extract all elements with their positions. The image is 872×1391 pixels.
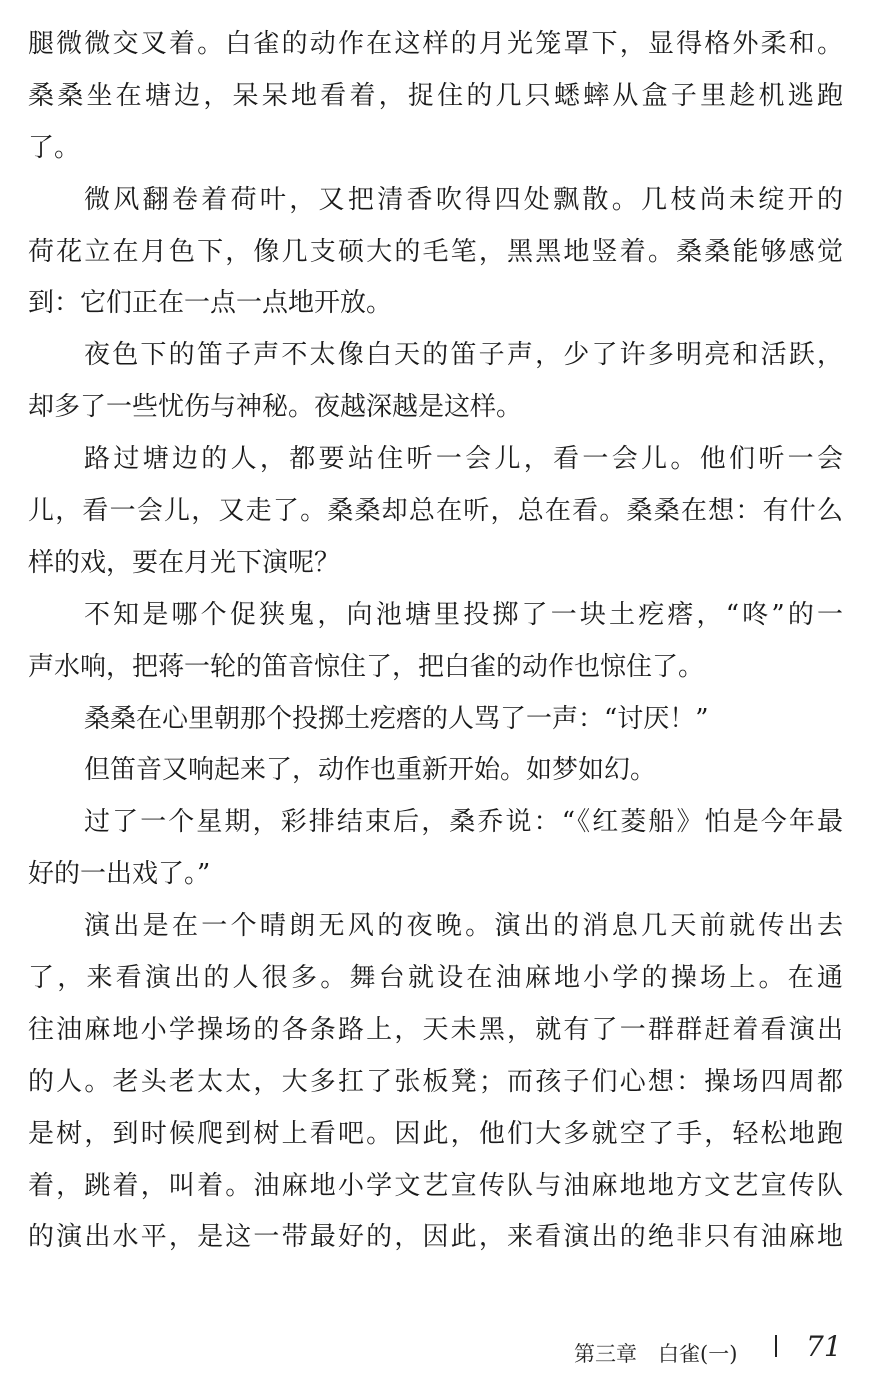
paragraph [28, 434, 843, 590]
text-line: 儿，看一会儿，又走了。桑桑却总在听，总在看。桑桑在想：有什么 [28, 496, 843, 527]
text-line: 夜色下的笛子声不太像白天的笛子声，少了许多明亮和活跃， [84, 340, 843, 371]
paragraph [28, 797, 843, 901]
text-line: 到：它们正在一点一点地开放。 [28, 288, 393, 319]
text-line: 微风翻卷着荷叶，又把清香吹得四处飘散。几枝尚未绽开的 [84, 184, 843, 215]
text-line: 路过塘边的人，都要站住听一会儿，看一会儿。他们听一会 [84, 444, 843, 475]
text-line: 桑桑在心里朝那个投掷土疙瘩的人骂了一声：“讨厌！” [84, 703, 709, 734]
text-line: 腿微微交叉着。白雀的动作在这样的月光笼罩下，显得格外柔和。 [28, 29, 843, 59]
paragraph [28, 694, 843, 746]
page-number: 71 [806, 1330, 842, 1363]
text-line: 不知是哪个促狭鬼，向池塘里投掷了一块土疙瘩，“咚”的一 [84, 599, 843, 630]
text-line: 却多了一些忧伤与神秘。夜越深越是这样。 [28, 392, 523, 423]
text-line: 着，跳着，叫着。油麻地小学文艺宣传队与油麻地地方文艺宣传队 [28, 1170, 843, 1201]
text-line: 往油麻地小学操场的各条路上，天未黑，就有了一群群赶着看演出 [28, 1014, 843, 1045]
text-line: 声水响，把蒋一轮的笛音惊住了，把白雀的动作也惊住了。 [28, 651, 705, 682]
text-line: 好的一出戏了。” [28, 859, 211, 890]
running-header-chapter: 第三章 白雀(一) [574, 1342, 738, 1366]
paragraph [28, 590, 843, 694]
text-line: 荷花立在月色下，像几支硕大的毛笔，黑黑地竖着。桑桑能够感觉 [28, 236, 843, 267]
paragraph [28, 745, 843, 797]
text-line: 是树，到时候爬到树上看吧。因此，他们大多就空了手，轻松地跑 [28, 1118, 843, 1149]
text-line: 桑桑坐在塘边，呆呆地看着，捉住的几只蟋蟀从盒子里趁机逃跑 [28, 80, 843, 111]
paragraph [28, 330, 843, 434]
text-line: 了，来看演出的人很多。舞台就设在油麻地小学的操场上。在通 [28, 963, 843, 994]
text-line: 过了一个星期，彩排结束后，桑乔说：“《红菱船》怕是今年最 [84, 807, 843, 838]
text-line: 的演出水平，是这一带最好的，因此，来看演出的绝非只有油麻地 [28, 1222, 843, 1253]
text-line: 演出是在一个晴朗无风的夜晚。演出的消息几天前就传出去 [84, 911, 843, 942]
text-line: 了。 [28, 132, 81, 163]
paragraph [28, 175, 843, 331]
text-line: 的人。老头老太太，大多扛了张板凳；而孩子们心想：操场四周都 [28, 1066, 843, 1097]
paragraph [28, 901, 843, 1264]
body-text [28, 19, 843, 1264]
footer-divider [775, 1335, 777, 1357]
page-footer [0, 1330, 872, 1374]
paragraph [28, 19, 843, 175]
text-line: 样的戏，要在月光下演呢？ [28, 547, 341, 578]
text-line: 但笛音又响起来了，动作也重新开始。如梦如幻。 [84, 755, 657, 786]
